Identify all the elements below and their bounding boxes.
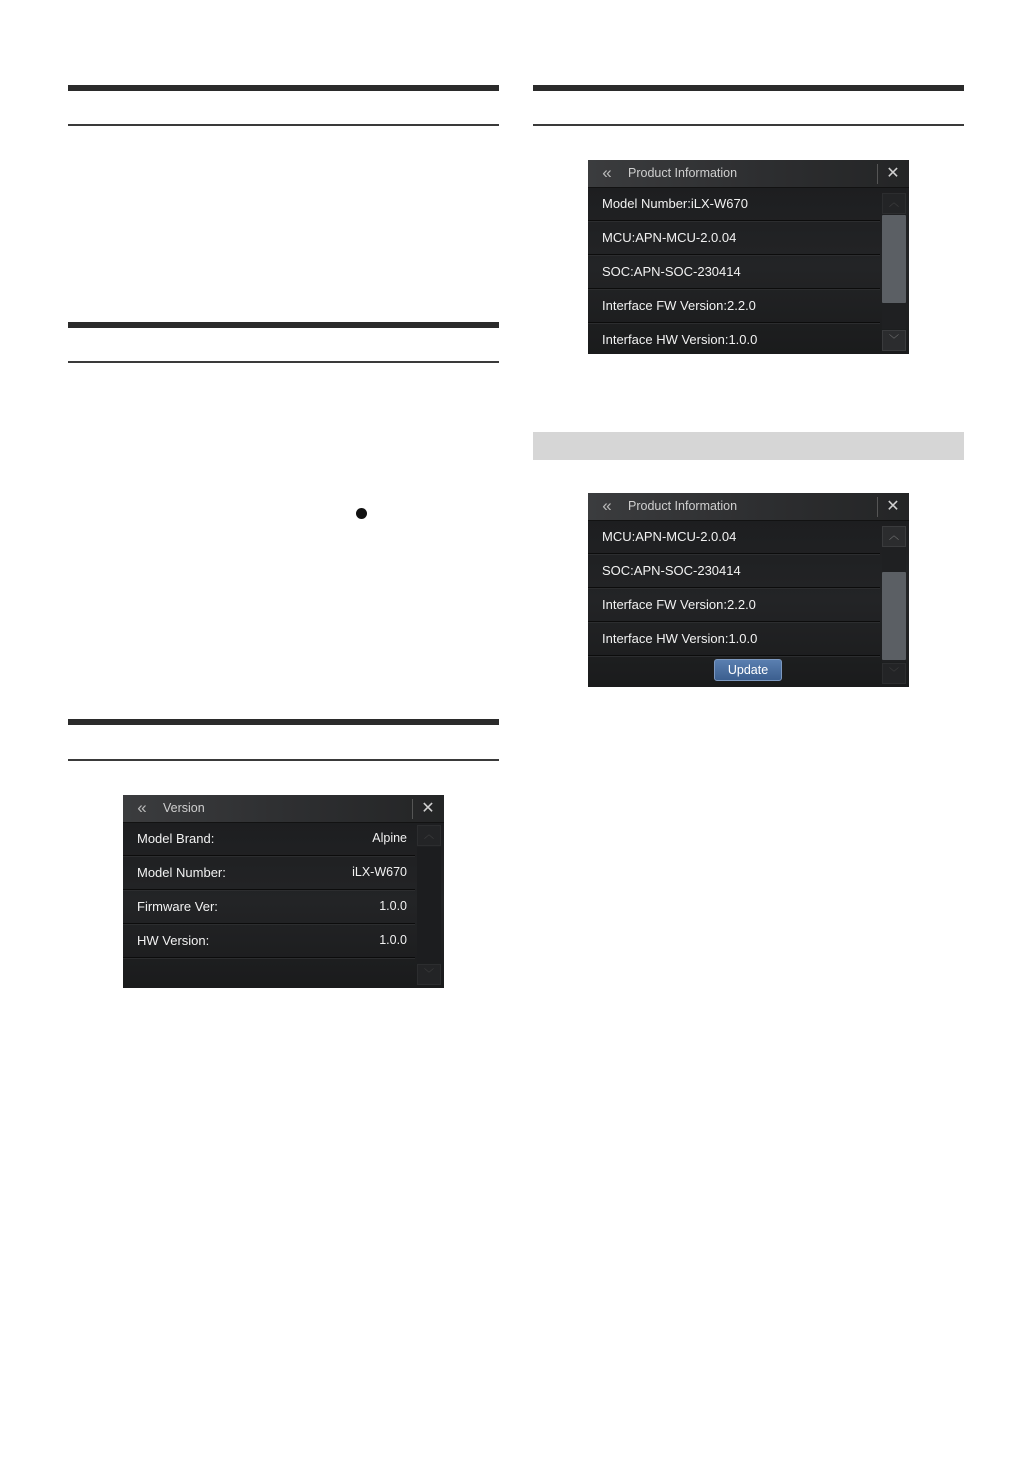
row-value: 1.0.0 <box>379 933 407 947</box>
close-icon[interactable]: ✕ <box>886 498 900 515</box>
row-label: MCU:APN-MCU-2.0.04 <box>602 230 737 245</box>
list-item-interface-fw <box>588 588 880 622</box>
row-label: Model Number: <box>137 865 226 880</box>
row-value: 1.0.0 <box>379 899 407 913</box>
row-label: Interface FW Version:2.2.0 <box>602 597 756 612</box>
product-info-titlebar <box>588 160 909 188</box>
list-item-interface-hw <box>588 323 880 354</box>
row-value: Alpine <box>372 831 407 845</box>
scroll-track <box>417 847 441 963</box>
version-list <box>123 822 415 988</box>
row-label: SOC:APN-SOC-230414 <box>602 563 741 578</box>
list-item-soc <box>588 255 880 289</box>
section-rule-thin-1 <box>68 124 499 126</box>
section-rule-thin-4 <box>533 124 964 126</box>
list-item-model-number <box>588 187 880 221</box>
titlebar-divider <box>877 497 878 517</box>
scroll-up-icon[interactable]: ︿ <box>882 526 906 547</box>
scroll-thumb[interactable] <box>882 215 906 303</box>
section-rule-thin-2 <box>68 361 499 363</box>
scroll-down-icon[interactable]: ﹀ <box>882 663 906 684</box>
product-info-screen-1 <box>588 160 909 354</box>
close-icon[interactable]: ✕ <box>886 165 900 182</box>
row-label: Interface FW Version:2.2.0 <box>602 298 756 313</box>
version-title: Version <box>163 801 205 815</box>
list-item-mcu <box>588 520 880 554</box>
product-info-screen-2 <box>588 493 909 687</box>
update-button[interactable]: Update <box>714 659 782 681</box>
scroll-down-icon[interactable]: ﹀ <box>882 330 906 351</box>
version-screen <box>123 795 444 988</box>
section-heading-band <box>533 432 964 460</box>
back-icon[interactable]: « <box>602 163 612 182</box>
version-row-hw <box>123 924 415 958</box>
section-rule-thick-3 <box>68 719 499 725</box>
row-label: MCU:APN-MCU-2.0.04 <box>602 529 737 544</box>
product-info-title: Product Information <box>628 166 738 180</box>
product-info-titlebar <box>588 493 909 521</box>
section-rule-thick-1 <box>68 85 499 91</box>
product-info-scrollbar[interactable] <box>882 526 906 684</box>
row-label: Interface HW Version:1.0.0 <box>602 332 758 347</box>
row-value: iLX-W670 <box>352 865 407 879</box>
row-label: Model Brand: <box>137 831 215 846</box>
section-rule-thin-3 <box>68 759 499 761</box>
product-info-list <box>588 520 880 687</box>
row-label: Model Number:iLX-W670 <box>602 196 748 211</box>
titlebar-divider <box>877 164 878 184</box>
list-item-soc <box>588 554 880 588</box>
version-titlebar <box>123 795 444 823</box>
bullet-dot <box>356 508 367 519</box>
list-item-mcu <box>588 221 880 255</box>
back-icon[interactable]: « <box>137 798 147 817</box>
scroll-down-icon[interactable]: ﹀ <box>417 964 441 985</box>
scroll-up-icon[interactable]: ︿ <box>882 193 906 214</box>
list-item-interface-hw <box>588 622 880 656</box>
row-label: Firmware Ver: <box>137 899 218 914</box>
version-scrollbar[interactable] <box>417 825 441 985</box>
close-icon[interactable]: ✕ <box>421 800 435 817</box>
version-row-model-number <box>123 856 415 890</box>
version-row-firmware <box>123 890 415 924</box>
version-row-model-brand <box>123 822 415 856</box>
scroll-thumb[interactable] <box>882 572 906 660</box>
section-rule-thick-4 <box>533 85 964 91</box>
row-label: Interface HW Version:1.0.0 <box>602 631 758 646</box>
titlebar-divider <box>412 799 413 819</box>
back-icon[interactable]: « <box>602 496 612 515</box>
scroll-up-icon[interactable]: ︿ <box>417 825 441 846</box>
row-label: SOC:APN-SOC-230414 <box>602 264 741 279</box>
product-info-title: Product Information <box>628 499 738 513</box>
row-label: HW Version: <box>137 933 210 948</box>
product-info-scrollbar[interactable] <box>882 193 906 351</box>
section-rule-thick-2 <box>68 322 499 328</box>
product-info-list <box>588 187 880 354</box>
list-item-interface-fw <box>588 289 880 323</box>
